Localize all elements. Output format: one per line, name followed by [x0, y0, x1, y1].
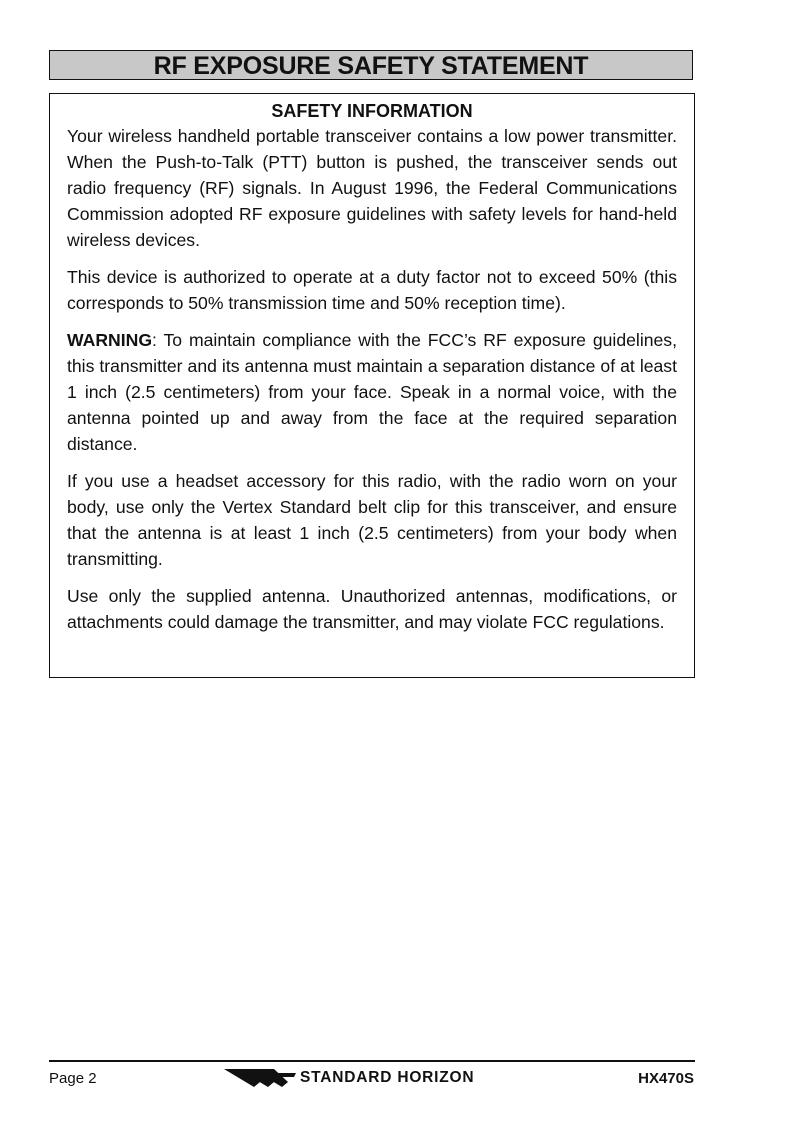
brand-name: STANDARD HORIZON: [300, 1069, 475, 1086]
warning-text: : To maintain compliance with the FCC’s RF exposure guidelines, this transmitter and its antenna must maintain a separation distance of at least 1 inch (2.5 centimeters) from your face. Speak in a normal voice, with the antenna pointed up and away from the face at the required separation distance.: [67, 330, 677, 454]
standard-horizon-logo-icon: [224, 1067, 296, 1089]
paragraph-antenna: Use only the supplied antenna. Unauthorized antennas, modifications, or attachments could damage the transmitter, and may violate FCC regulations.: [67, 586, 677, 632]
paragraph-intro: Your wireless handheld portable transceiver contains a low power transmitter. When the Push-to-Talk (PTT) button is pushed, the transceiver sends out radio frequency (RF) signals. In August 1996, the Federal Communications Commission adopted RF exposure guidelines with safety levels for hand-held wireless devices.: [67, 126, 677, 250]
page-number: Page 2: [49, 1070, 97, 1087]
page-title: RF EXPOSURE SAFETY STATEMENT: [49, 50, 693, 80]
footer-divider: [49, 1060, 695, 1062]
paragraph-headset: If you use a headset accessory for this radio, with the radio worn on your body, use only the Vertex Standard belt clip for this transceiver, and ensure that the antenna is at least 1 inch (2.5 centimeters) from your body when transmitting.: [67, 471, 677, 569]
section-heading: SAFETY INFORMATION: [271, 101, 473, 121]
paragraph-duty-factor: This device is authorized to operate at a duty factor not to exceed 50% (this corresponds to 50% transmission time and 50% reception time).: [67, 267, 677, 313]
safety-information-box: [49, 93, 695, 678]
paragraph-warning: [67, 327, 677, 457]
model-number: HX470S: [638, 1070, 694, 1087]
warning-label: WARNING: [67, 330, 153, 350]
brand-logo: [224, 1066, 474, 1090]
